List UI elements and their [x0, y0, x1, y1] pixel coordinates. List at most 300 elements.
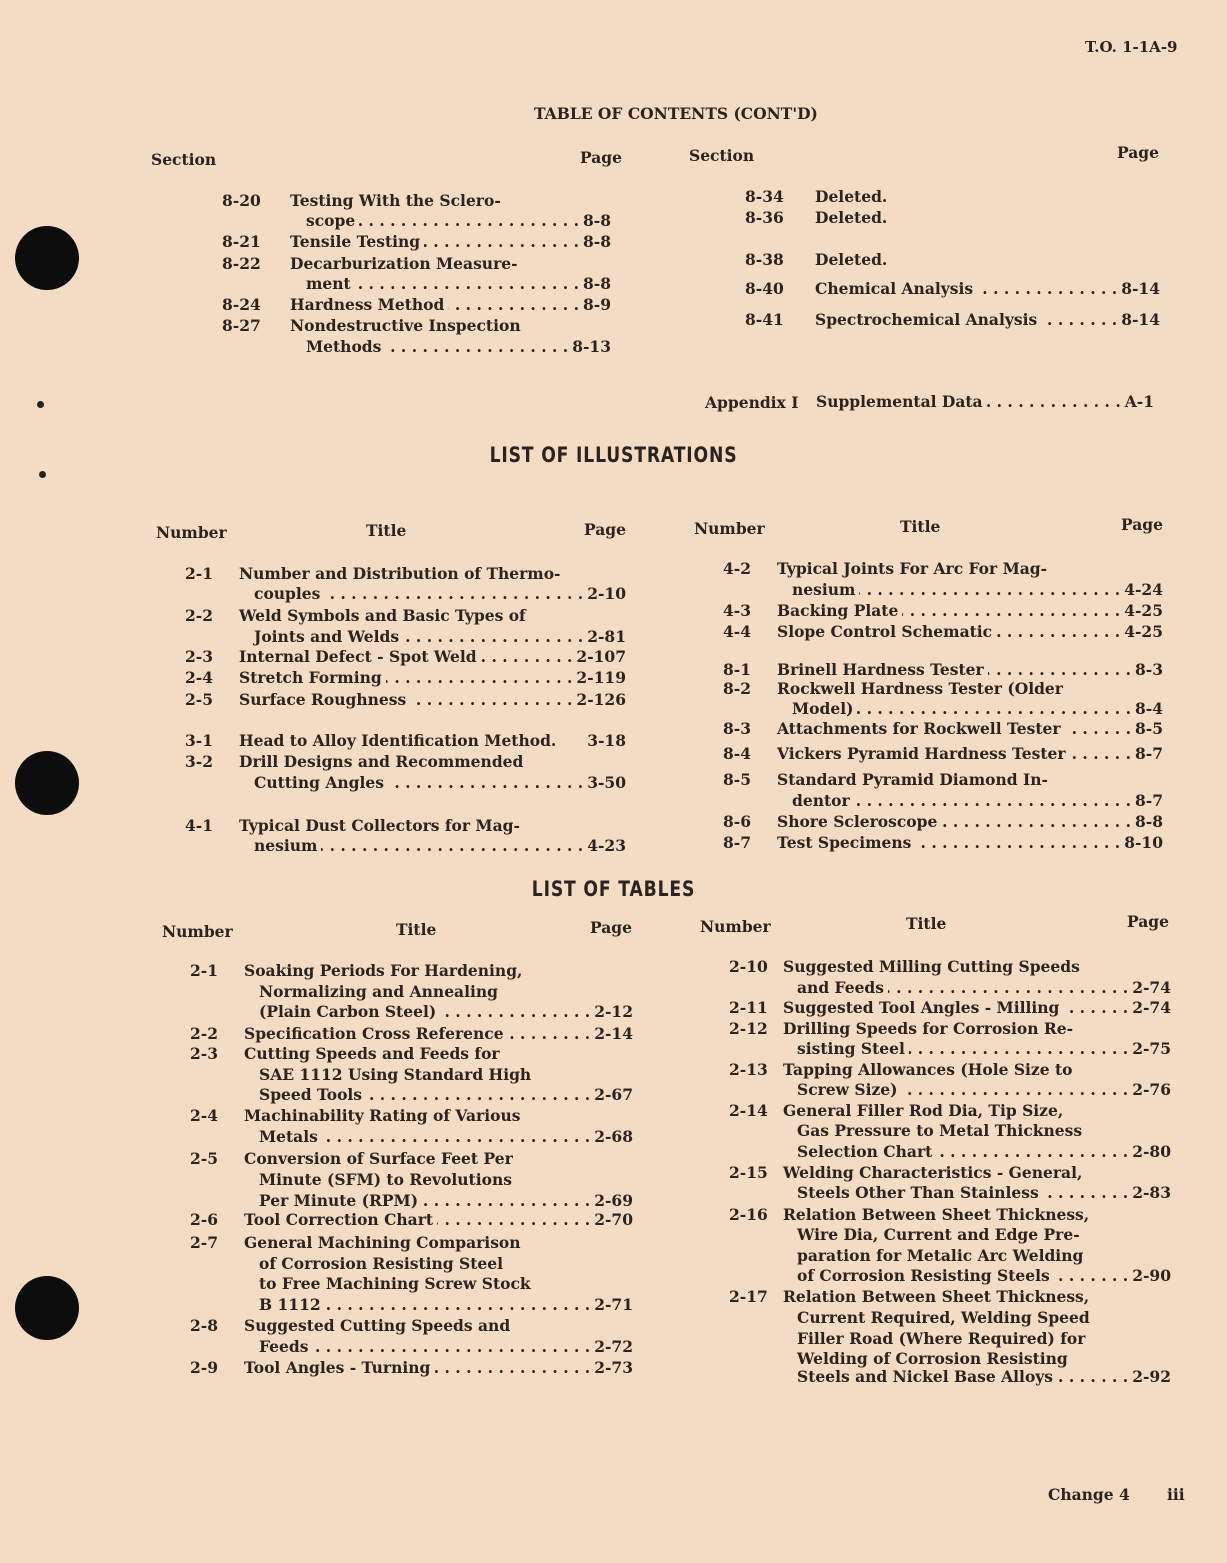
entry-title: Stretch Forming	[239, 668, 382, 687]
col-header-page: Page	[590, 918, 632, 937]
entry-title: Welding of Corrosion Resisting	[797, 1349, 1068, 1368]
entry-title: Selection Chart	[797, 1142, 933, 1161]
entry-page: 2-69	[594, 1191, 633, 1210]
entry-page: 3-18	[587, 731, 626, 750]
illustrations-heading: LIST OF ILLUSTRATIONS	[489, 443, 738, 467]
entry-number: 8-38	[745, 250, 784, 269]
entry-line[interactable]	[244, 1105, 633, 1127]
toc-section-header: Section	[689, 146, 755, 165]
entry-line[interactable]	[239, 815, 626, 837]
entry-page: 2-72	[594, 1337, 633, 1356]
dot-leader	[1065, 718, 1131, 740]
dot-leader	[386, 667, 573, 689]
entry-number: 2-11	[729, 998, 768, 1017]
entry-line[interactable]	[797, 1307, 1171, 1329]
dot-leader	[987, 391, 1121, 413]
entry-line[interactable]	[777, 811, 1163, 833]
entry-number: 2-17	[729, 1287, 768, 1306]
entry-line[interactable]	[259, 1336, 633, 1358]
entry-line[interactable]	[792, 698, 1163, 720]
dot-leader	[1057, 1366, 1128, 1388]
entry-line[interactable]	[259, 1064, 633, 1086]
col-header-number: Number	[162, 922, 233, 941]
entry-title: Screw Size)	[797, 1080, 898, 1099]
entry-title: Joints and Welds	[254, 627, 400, 646]
dot-leader	[902, 600, 1120, 622]
entry-line[interactable]	[777, 743, 1163, 765]
entry-page: 8-8	[582, 211, 611, 230]
entry-title: to Free Machining Screw Stock	[259, 1274, 531, 1293]
entry-line[interactable]	[797, 1120, 1171, 1142]
entry-line[interactable]	[254, 835, 626, 857]
entry-page: 8-14	[1121, 310, 1160, 329]
entry-page: 2-75	[1132, 1039, 1171, 1058]
entry-title: Drill Designs and Recommended	[239, 752, 524, 771]
entry-title: General Machining Comparison	[244, 1233, 521, 1252]
entry-line[interactable]	[290, 315, 611, 337]
entry-line[interactable]	[259, 1294, 633, 1316]
dot-leader	[996, 621, 1120, 643]
dot-leader	[448, 294, 579, 316]
entry-title: of Corrosion Resisting Steel	[259, 1254, 503, 1273]
dot-leader	[437, 1209, 590, 1231]
entry-line[interactable]	[306, 210, 611, 232]
dot-leader	[312, 1336, 590, 1358]
entry-title: Conversion of Surface Feet Per	[244, 1149, 513, 1168]
entry-line[interactable]	[259, 1001, 633, 1023]
entry-number: 4-3	[723, 601, 752, 620]
entry-title: nesium	[254, 836, 318, 855]
entry-number: 4-4	[723, 622, 752, 641]
entry-title: Nondestructive Inspection	[290, 316, 521, 335]
entry-page: 2-83	[1132, 1183, 1171, 1202]
entry-line[interactable]	[244, 1043, 633, 1065]
entry-line[interactable]	[244, 1315, 633, 1337]
entry-number: 2-3	[190, 1044, 219, 1063]
dot-leader	[440, 1001, 590, 1023]
dot-leader	[366, 1084, 590, 1106]
entry-page: 4-23	[587, 836, 626, 855]
entry-title: Number and Distribution of Thermo-	[239, 564, 561, 583]
dot-leader	[1043, 1182, 1128, 1204]
entry-title: Slope Control Schematic	[777, 622, 993, 641]
entry-line[interactable]	[815, 186, 1160, 208]
entry-page: 8-7	[1134, 791, 1163, 810]
entry-line[interactable]	[815, 207, 1160, 229]
entry-title: ment	[306, 274, 351, 293]
dot-leader	[977, 278, 1117, 300]
entry-line[interactable]	[259, 1084, 633, 1106]
entry-page: 2-76	[1132, 1080, 1171, 1099]
entry-page: 2-81	[587, 627, 626, 646]
entry-title: Steels and Nickel Base Alloys	[797, 1367, 1054, 1386]
entry-line[interactable]	[797, 1079, 1171, 1101]
dot-leader	[857, 698, 1131, 720]
entry-number: 2-3	[185, 647, 214, 666]
entry-page: 8-4	[1134, 699, 1163, 718]
entry-title: dentor	[792, 791, 850, 810]
binder-hole	[15, 226, 79, 290]
entry-line[interactable]	[783, 1162, 1171, 1184]
entry-title: Specification Cross Reference	[244, 1024, 504, 1043]
entry-title: Vickers Pyramid Hardness Tester	[777, 744, 1066, 763]
entry-line[interactable]	[254, 583, 626, 605]
entry-line[interactable]	[783, 1018, 1171, 1040]
entry-number: 8-22	[222, 254, 261, 273]
entry-line[interactable]	[783, 997, 1171, 1019]
entry-number: 2-16	[729, 1205, 768, 1224]
entry-page: 8-13	[572, 337, 611, 356]
dot-leader	[359, 210, 579, 232]
entry-number: 2-9	[190, 1358, 219, 1377]
dot-leader	[1054, 1265, 1129, 1287]
entry-line[interactable]	[244, 1357, 633, 1379]
entry-title: paration for Metalic Arc Welding	[797, 1246, 1084, 1265]
entry-title: Tensile Testing	[290, 232, 421, 251]
entry-line[interactable]	[244, 1232, 633, 1254]
dot-leader	[424, 231, 579, 253]
entry-title: scope	[306, 211, 356, 230]
toc-section-header: Section	[151, 150, 217, 169]
entry-number: 8-7	[723, 833, 752, 852]
entry-number: 2-6	[190, 1210, 219, 1229]
page-number: iii	[1167, 1485, 1185, 1504]
entry-line[interactable]	[239, 689, 626, 711]
entry-line[interactable]	[239, 730, 626, 752]
entry-number: 8-24	[222, 295, 261, 314]
entry-page: 2-12	[594, 1002, 633, 1021]
binder-hole	[15, 751, 79, 815]
entry-number: 8-1	[723, 660, 752, 679]
entry-title: Test Specimens	[777, 833, 912, 852]
entry-number: 2-13	[729, 1060, 768, 1079]
dot-leader	[325, 1294, 591, 1316]
entry-number: 2-10	[729, 957, 768, 976]
entry-line[interactable]	[797, 1182, 1171, 1204]
entry-line[interactable]	[290, 190, 611, 212]
entry-title: Chemical Analysis	[815, 279, 974, 298]
entry-page: 2-92	[1132, 1367, 1171, 1386]
dot-leader	[434, 1357, 590, 1379]
entry-page: 4-24	[1124, 580, 1163, 599]
col-header-page: Page	[1121, 515, 1163, 534]
entry-number: 2-4	[185, 668, 214, 687]
entry-number: 8-27	[222, 316, 261, 335]
entry-title: Brinell Hardness Tester	[777, 660, 984, 679]
entry-line[interactable]	[290, 294, 611, 316]
entry-number: 2-2	[185, 606, 214, 625]
entry-title: Spectrochemical Analysis	[815, 310, 1038, 329]
entry-page: 8-9	[582, 295, 611, 314]
entry-title: Normalizing and Annealing	[259, 982, 498, 1001]
entry-number: 4-2	[723, 559, 752, 578]
entry-line[interactable]	[290, 253, 611, 275]
entry-number: 4-1	[185, 816, 214, 835]
entry-title: Welding Characteristics - General,	[783, 1163, 1083, 1182]
entry-line[interactable]	[797, 1366, 1171, 1388]
dot-leader	[901, 1079, 1128, 1101]
entry-line[interactable]	[306, 336, 611, 358]
entry-title: Shore Scleroscope	[777, 812, 938, 831]
entry-title: nesium	[792, 580, 856, 599]
entry-line[interactable]	[797, 977, 1171, 999]
entry-line[interactable]	[792, 579, 1163, 601]
entry-number: 8-40	[745, 279, 784, 298]
entry-line[interactable]	[815, 249, 1160, 271]
entry-title: Weld Symbols and Basic Types of	[239, 606, 526, 625]
entry-line[interactable]	[797, 1038, 1171, 1060]
entry-page: 8-5	[1134, 719, 1163, 738]
entry-line[interactable]	[259, 1169, 633, 1191]
entry-page: 2-119	[576, 668, 626, 687]
entry-line[interactable]	[244, 1023, 633, 1045]
entry-title: Deleted.	[815, 208, 888, 227]
binder-hole	[15, 1276, 79, 1340]
dot-leader	[322, 1126, 590, 1148]
entry-title: Methods	[306, 337, 382, 356]
dot-leader	[410, 689, 572, 711]
entry-title: B 1112	[259, 1295, 321, 1314]
entry-title: Hardness Method	[290, 295, 445, 314]
entry-title: Tool Correction Chart	[244, 1210, 434, 1229]
entry-line[interactable]	[239, 563, 626, 585]
entry-page: 2-67	[594, 1085, 633, 1104]
entry-title: Head to Alloy Identification Method.	[239, 731, 557, 750]
dot-leader	[388, 772, 583, 794]
entry-title: Backing Plate	[777, 601, 899, 620]
dot-leader	[321, 835, 583, 857]
entry-line[interactable]	[797, 1328, 1171, 1350]
entry-title: Attachments for Rockwell Tester	[777, 719, 1061, 738]
entry-number: 8-21	[222, 232, 261, 251]
entry-line[interactable]	[797, 1265, 1171, 1287]
entry-number: 8-36	[745, 208, 784, 227]
entry-title: Feeds	[259, 1337, 309, 1356]
entry-title: Testing With the Sclero-	[290, 191, 501, 210]
entry-title: Internal Defect - Spot Weld	[239, 647, 477, 666]
col-header-title: Title	[906, 914, 947, 933]
entry-title: Suggested Tool Angles - Milling	[783, 998, 1060, 1017]
entry-line[interactable]	[290, 231, 611, 253]
entry-line[interactable]	[239, 751, 626, 773]
entry-title: Tool Angles - Turning	[244, 1358, 431, 1377]
entry-line[interactable]	[797, 1224, 1171, 1246]
entry-number: 8-5	[723, 770, 752, 789]
col-header-title: Title	[396, 920, 437, 939]
entry-number: 2-12	[729, 1019, 768, 1038]
entry-line[interactable]	[777, 678, 1163, 700]
tables-heading: LIST OF TABLES	[531, 877, 696, 901]
dot-leader	[936, 1141, 1128, 1163]
entry-title: of Corrosion Resisting Steels	[797, 1266, 1050, 1285]
dot-leader	[859, 579, 1120, 601]
entry-number: 2-4	[190, 1106, 219, 1125]
entry-line[interactable]	[783, 1286, 1171, 1308]
entry-line[interactable]	[777, 832, 1163, 854]
entry-line[interactable]	[815, 309, 1160, 331]
entry-line[interactable]	[797, 1141, 1171, 1163]
dot-leader	[854, 790, 1131, 812]
entry-line[interactable]	[259, 1273, 633, 1295]
entry-page: 2-74	[1132, 978, 1171, 997]
dot-leader	[941, 811, 1131, 833]
entry-number: 8-2	[723, 679, 752, 698]
dot-leader	[355, 273, 579, 295]
entry-line[interactable]	[239, 667, 626, 689]
entry-title: Typical Dust Collectors for Mag-	[239, 816, 520, 835]
dot-leader	[508, 1023, 591, 1045]
entry-title: Steels Other Than Stainless	[797, 1183, 1039, 1202]
entry-title: Standard Pyramid Diamond In-	[777, 770, 1048, 789]
entry-line[interactable]	[777, 718, 1163, 740]
entry-page: 8-8	[1134, 812, 1163, 831]
dot-leader	[1041, 309, 1117, 331]
entry-title: Machinability Rating of Various	[244, 1106, 521, 1125]
entry-number: 2-5	[190, 1149, 219, 1168]
entry-number: 2-15	[729, 1163, 768, 1182]
entry-line[interactable]	[797, 1245, 1171, 1267]
dot-leader	[888, 977, 1128, 999]
entry-line[interactable]	[259, 1253, 633, 1275]
entry-title: Drilling Speeds for Corrosion Re-	[783, 1019, 1074, 1038]
col-header-page: Page	[1127, 912, 1169, 931]
entry-line[interactable]	[244, 1148, 633, 1170]
entry-line[interactable]	[259, 1126, 633, 1148]
entry-number: 3-2	[185, 752, 214, 771]
entry-line[interactable]	[239, 646, 626, 668]
entry-page: 8-8	[582, 274, 611, 293]
entry-title: Cutting Speeds and Feeds for	[244, 1044, 500, 1063]
entry-line[interactable]	[777, 621, 1163, 643]
entry-page: 2-80	[1132, 1142, 1171, 1161]
entry-title: Filler Road (Where Required) for	[797, 1329, 1086, 1348]
entry-page: 2-126	[576, 690, 626, 709]
dot-leader	[481, 646, 573, 668]
entry-title: Wire Dia, Current and Edge Pre-	[797, 1225, 1080, 1244]
entry-line[interactable]	[259, 981, 633, 1003]
dot-leader	[1063, 997, 1128, 1019]
entry-line[interactable]	[306, 273, 611, 295]
col-header-title: Title	[366, 521, 407, 540]
entry-number: 2-7	[190, 1233, 219, 1252]
col-header-title: Title	[900, 517, 941, 536]
entry-number: 2-2	[190, 1024, 219, 1043]
entry-number: 8-4	[723, 744, 752, 763]
appendix-title: Supplemental Data	[816, 392, 983, 411]
entry-page: 2-14	[594, 1024, 633, 1043]
entry-title: Relation Between Sheet Thickness,	[783, 1205, 1090, 1224]
entry-page: 8-10	[1124, 833, 1163, 852]
entry-title: sisting Steel	[797, 1039, 905, 1058]
entry-line[interactable]	[239, 605, 626, 627]
entry-page: 2-71	[594, 1295, 633, 1314]
entry-number: 8-34	[745, 187, 784, 206]
entry-page: 2-90	[1132, 1266, 1171, 1285]
entry-title: Surface Roughness	[239, 690, 407, 709]
appendix-entry[interactable]	[816, 391, 1154, 413]
document-id: T.O. 1-1A-9	[1085, 38, 1178, 56]
entry-title: Rockwell Hardness Tester (Older	[777, 679, 1063, 698]
entry-line[interactable]	[777, 769, 1163, 791]
entry-number: 2-8	[190, 1316, 219, 1335]
entry-number: 2-1	[185, 564, 214, 583]
entry-line[interactable]	[815, 278, 1160, 300]
entry-title: Gas Pressure to Metal Thickness	[797, 1121, 1083, 1140]
toc-page-header: Page	[1117, 143, 1159, 162]
entry-line[interactable]	[254, 772, 626, 794]
entry-title: Relation Between Sheet Thickness,	[783, 1287, 1090, 1306]
col-header-number: Number	[694, 519, 765, 538]
entry-title: and Feeds	[797, 978, 884, 997]
col-header-number: Number	[156, 523, 227, 542]
speck	[37, 401, 44, 408]
entry-line[interactable]	[783, 1204, 1171, 1226]
entry-number: 2-5	[185, 690, 214, 709]
col-header-page: Page	[584, 520, 626, 539]
col-header-number: Number	[700, 917, 771, 936]
entry-line[interactable]	[783, 1059, 1171, 1081]
entry-page: 2-68	[594, 1127, 633, 1146]
entry-number: 8-6	[723, 812, 752, 831]
entry-page: 3-50	[587, 773, 626, 792]
change-label: Change 4	[1048, 1485, 1130, 1504]
entry-title: Tapping Allowances (Hole Size to	[783, 1060, 1073, 1079]
entry-line[interactable]	[777, 600, 1163, 622]
entry-title: (Plain Carbon Steel)	[259, 1002, 437, 1021]
entry-number: 8-20	[222, 191, 261, 210]
entry-page: 8-8	[582, 232, 611, 251]
entry-line[interactable]	[244, 1209, 633, 1231]
entry-line[interactable]	[783, 1100, 1171, 1122]
entry-page: 2-73	[594, 1358, 633, 1377]
dot-leader	[403, 626, 583, 648]
entry-title: Suggested Cutting Speeds and	[244, 1316, 511, 1335]
entry-title: Deleted.	[815, 250, 888, 269]
entry-line[interactable]	[777, 558, 1163, 580]
dot-leader	[909, 1038, 1128, 1060]
entry-number: 3-1	[185, 731, 214, 750]
entry-page: 4-25	[1124, 601, 1163, 620]
entry-title: SAE 1112 Using Standard High	[259, 1065, 532, 1084]
entry-number: 2-14	[729, 1101, 768, 1120]
entry-title: Metals	[259, 1127, 318, 1146]
entry-title: Minute (SFM) to Revolutions	[259, 1170, 512, 1189]
entry-number: 2-1	[190, 961, 219, 980]
entry-line[interactable]	[244, 960, 633, 982]
entry-page: 4-25	[1124, 622, 1163, 641]
entry-page: 8-14	[1121, 279, 1160, 298]
entry-page: 2-74	[1132, 998, 1171, 1017]
appendix-label: Appendix I	[705, 393, 799, 412]
entry-line[interactable]	[783, 956, 1171, 978]
toc-title: TABLE OF CONTENTS (CONT'D)	[534, 104, 818, 123]
entry-title: Cutting Angles	[254, 773, 384, 792]
entry-title: Current Required, Welding Speed	[797, 1308, 1090, 1327]
entry-page: 2-107	[576, 647, 626, 666]
speck	[39, 471, 46, 478]
entry-title: couples	[254, 584, 321, 603]
entry-page: 2-10	[587, 584, 626, 603]
entry-title: Soaking Periods For Hardening,	[244, 961, 523, 980]
dot-leader	[1070, 743, 1131, 765]
entry-line[interactable]	[792, 790, 1163, 812]
dot-leader	[324, 583, 583, 605]
entry-title: Per Minute (RPM)	[259, 1191, 419, 1210]
entry-title: Deleted.	[815, 187, 888, 206]
dot-leader	[915, 832, 1120, 854]
dot-leader	[385, 336, 568, 358]
entry-line[interactable]	[254, 626, 626, 648]
